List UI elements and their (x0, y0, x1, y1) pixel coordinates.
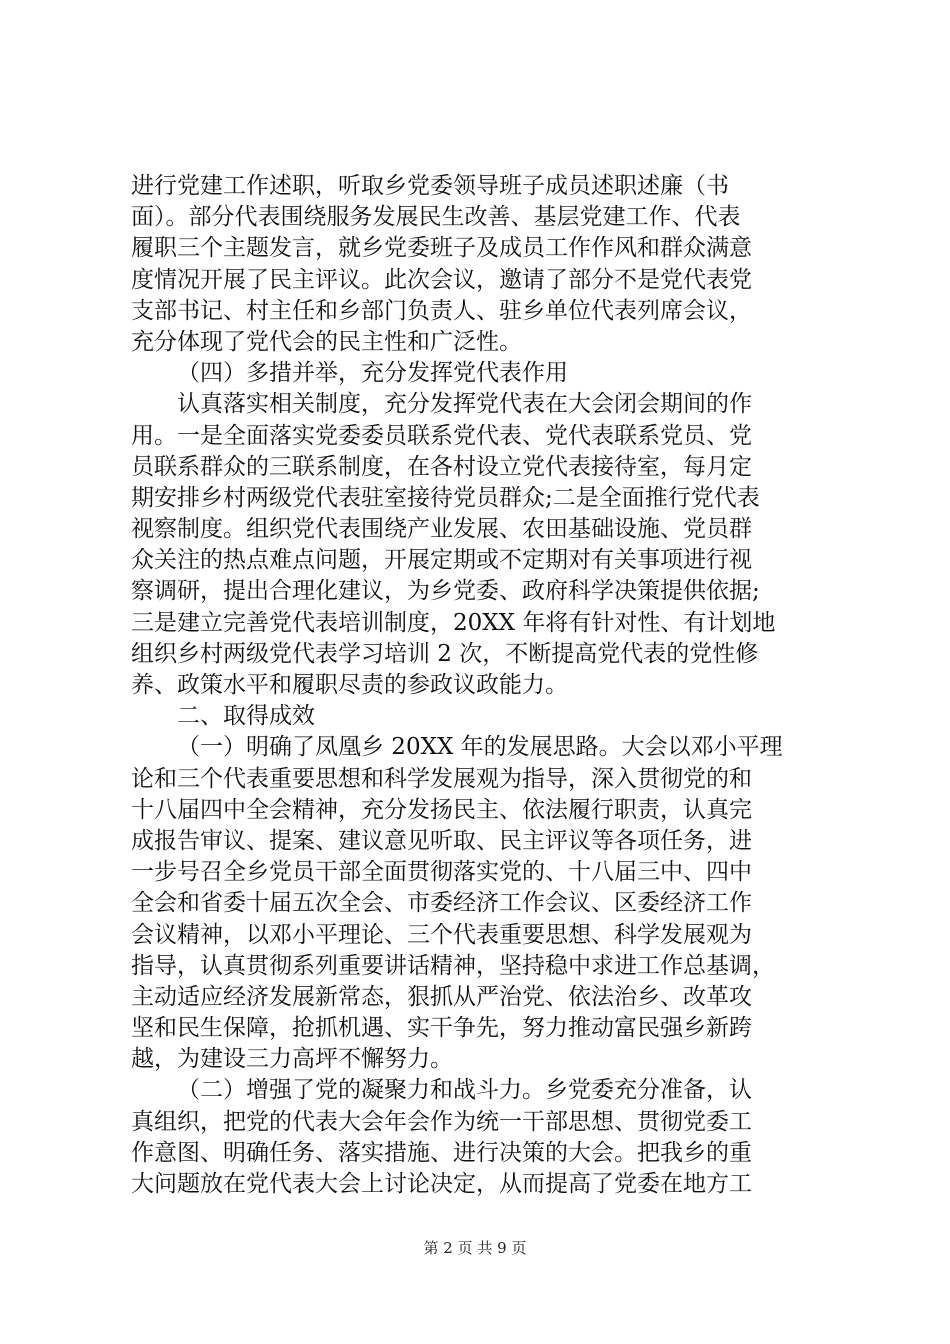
text-line: 养、政策水平和履职尽责的参政议政能力。 (131, 672, 568, 698)
text-line: 论和三个代表重要思想和科学发展观为指导，深入贯彻党的和 (131, 765, 752, 792)
text-line: 支部书记、村主任和乡部门负责人、驻乡单位代表列席会议， (131, 297, 752, 324)
text-line: 履职三个主题发言，就乡党委班子及成员工作作风和群众满意 (131, 235, 752, 262)
text-line: 大问题放在党代表大会上讨论决定，从而提高了党委在地方工 (131, 1171, 752, 1197)
section-heading: （四）多措并举，充分发挥党代表作用 (177, 360, 568, 387)
text-line: 成报告审议、提案、建议意见听取、民主评议等各项任务，进 (131, 827, 752, 854)
text-line: 一步号召全乡党员干部全面贯彻落实党的、十八届三中、四中 (131, 859, 752, 886)
text-line: 众关注的热点难点问题，开展定期或不定期对有关事项进行视 (131, 547, 752, 574)
text-line: 认真落实相关制度，充分发挥党代表在大会闭会期间的作 (177, 391, 752, 418)
text-line: 会议精神，以邓小平理论、三个代表重要思想、科学发展观为 (131, 921, 752, 948)
text-line: 全会和省委十届五次全会、市委经济工作会议、区委经济工作 (131, 890, 752, 917)
text-line: 越，为建设三力高坪不懈努力。 (131, 1046, 453, 1073)
text-line: 度情况开展了民主评议。此次会议，邀请了部分不是党代表党 (131, 266, 752, 293)
text-line: 察调研，提出合理化建议，为乡党委、政府科学决策提供依据; (131, 578, 760, 605)
text-line: 三是建立完善党代表培训制度，20XX 年将有针对性、有计划地 (131, 609, 776, 636)
text-line: 视察制度。组织党代表围绕产业发展、农田基础设施、党员群 (131, 516, 752, 543)
body-text (131, 171, 831, 1200)
text-line: 真组织，把党的代表大会年会作为统一干部思想、贯彻党委工 (131, 1108, 752, 1135)
text-line: 十八届四中全会精神，充分发扬民主、依法履行职责，认真完 (131, 796, 752, 823)
text-line: 主动适应经济发展新常态，狠抓从严治党、依法治乡、改革攻 (131, 983, 752, 1010)
text-line: 充分体现了党代会的民主性和广泛性。 (131, 328, 522, 355)
text-line: 坚和民生保障，抢抓机遇、实干争先，努力推动富民强乡新跨 (131, 1015, 752, 1042)
section-heading: 二、取得成效 (177, 703, 315, 730)
text-line: 组织乡村两级党代表学习培训 2 次，不断提高党代表的党性修 (131, 640, 759, 667)
text-line: 员联系群众的三联系制度，在各村设立党代表接待室，每月定 (131, 453, 752, 480)
text-line: 期安排乡村两级党代表驻室接待党员群众;二是全面推行党代表 (131, 484, 760, 511)
text-line: 作意图、明确任务、落实措施、进行决策的大会。把我乡的重 (131, 1139, 752, 1166)
text-line: 进行党建工作述职，听取乡党委领导班子成员述职述廉（书 (131, 173, 729, 199)
text-line: （一）明确了凤凰乡 20XX 年的发展思路。大会以邓小平理 (177, 734, 783, 761)
text-line: 面）。部分代表围绕服务发展民生改善、基层党建工作、代表 (131, 204, 741, 231)
text-line: 用。一是全面落实党委委员联系党代表、党代表联系党员、党 (131, 422, 752, 449)
text-line: （二）增强了党的凝聚力和战斗力。乡党委充分准备，认 (177, 1077, 752, 1104)
page-footer: 第 2 页 共 9 页 (423, 1239, 527, 1257)
text-line: 指导，认真贯彻系列重要讲话精神，坚持稳中求进工作总基调， (131, 952, 775, 979)
